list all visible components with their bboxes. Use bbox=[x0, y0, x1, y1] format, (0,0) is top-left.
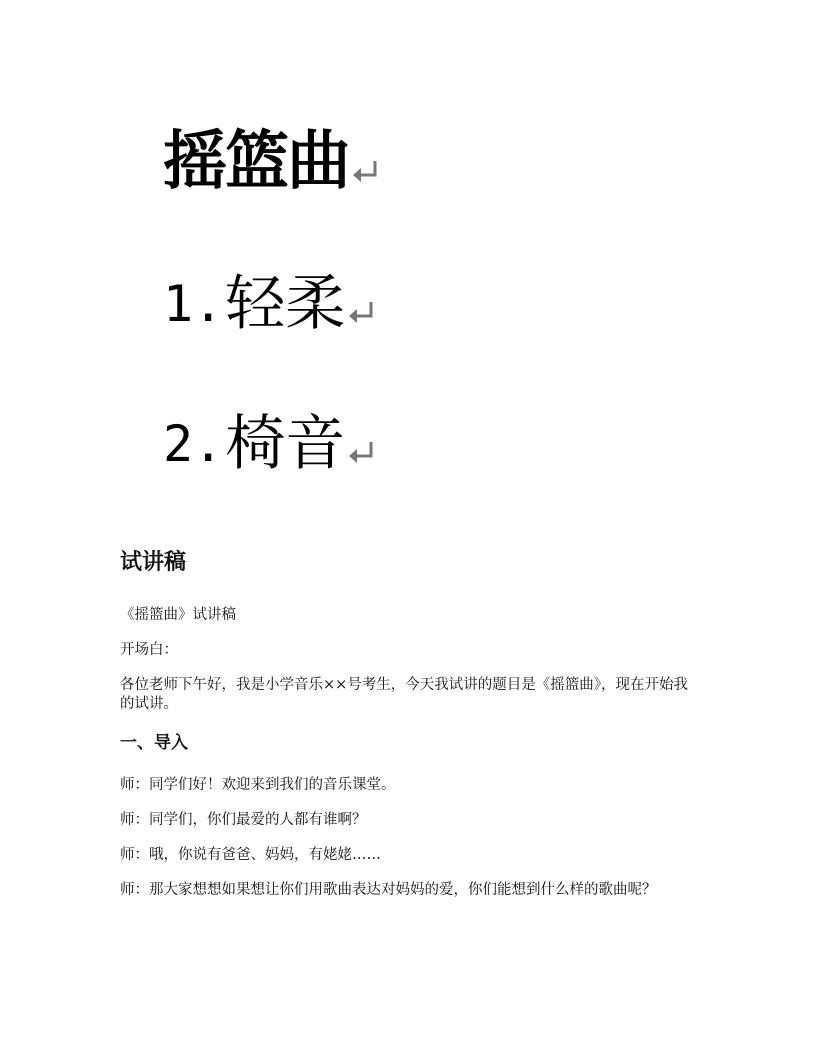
section-heading-intro: 一、导入 bbox=[120, 733, 188, 753]
dialogue-line-2: 师：同学们，你们最爱的人都有谁啊？ bbox=[120, 812, 367, 828]
board-title bbox=[163, 125, 379, 199]
board-image bbox=[163, 120, 403, 490]
dialogue-line-4: 师：那大家想想如果想让你们用歌曲表达对妈妈的爱，你们能想到什么样的歌曲呢？ bbox=[120, 882, 657, 898]
board-item-2-number: 2. bbox=[163, 415, 224, 473]
document-body bbox=[120, 546, 700, 916]
board-item-2 bbox=[163, 408, 375, 480]
board-item-1-number: 1. bbox=[163, 275, 224, 333]
board-item-1 bbox=[163, 268, 375, 340]
document-heading: 试讲稿 bbox=[120, 550, 187, 575]
dialogue-line-1: 师：同学们好！欢迎来到我们的音乐课堂。 bbox=[120, 777, 396, 793]
board-item-1-text: 轻柔 bbox=[225, 269, 346, 339]
opening-label: 开场白： bbox=[120, 642, 178, 658]
board-item-2-text: 椅音 bbox=[225, 409, 346, 479]
return-arrow-icon bbox=[347, 300, 375, 326]
return-arrow-icon bbox=[347, 440, 375, 466]
opening-text: 各位老师下午好，我是小学音乐××号考生，今天我试讲的题目是《摇篮曲》，现在开始我的试讲。 bbox=[120, 677, 689, 712]
board-title-text: 摇篮曲 bbox=[163, 125, 349, 199]
document-subtitle: 《摇篮曲》试讲稿 bbox=[120, 607, 236, 623]
dialogue-line-3: 师：哦，你说有爸爸、妈妈，有姥姥…… bbox=[120, 847, 381, 863]
return-arrow-icon bbox=[351, 159, 379, 185]
